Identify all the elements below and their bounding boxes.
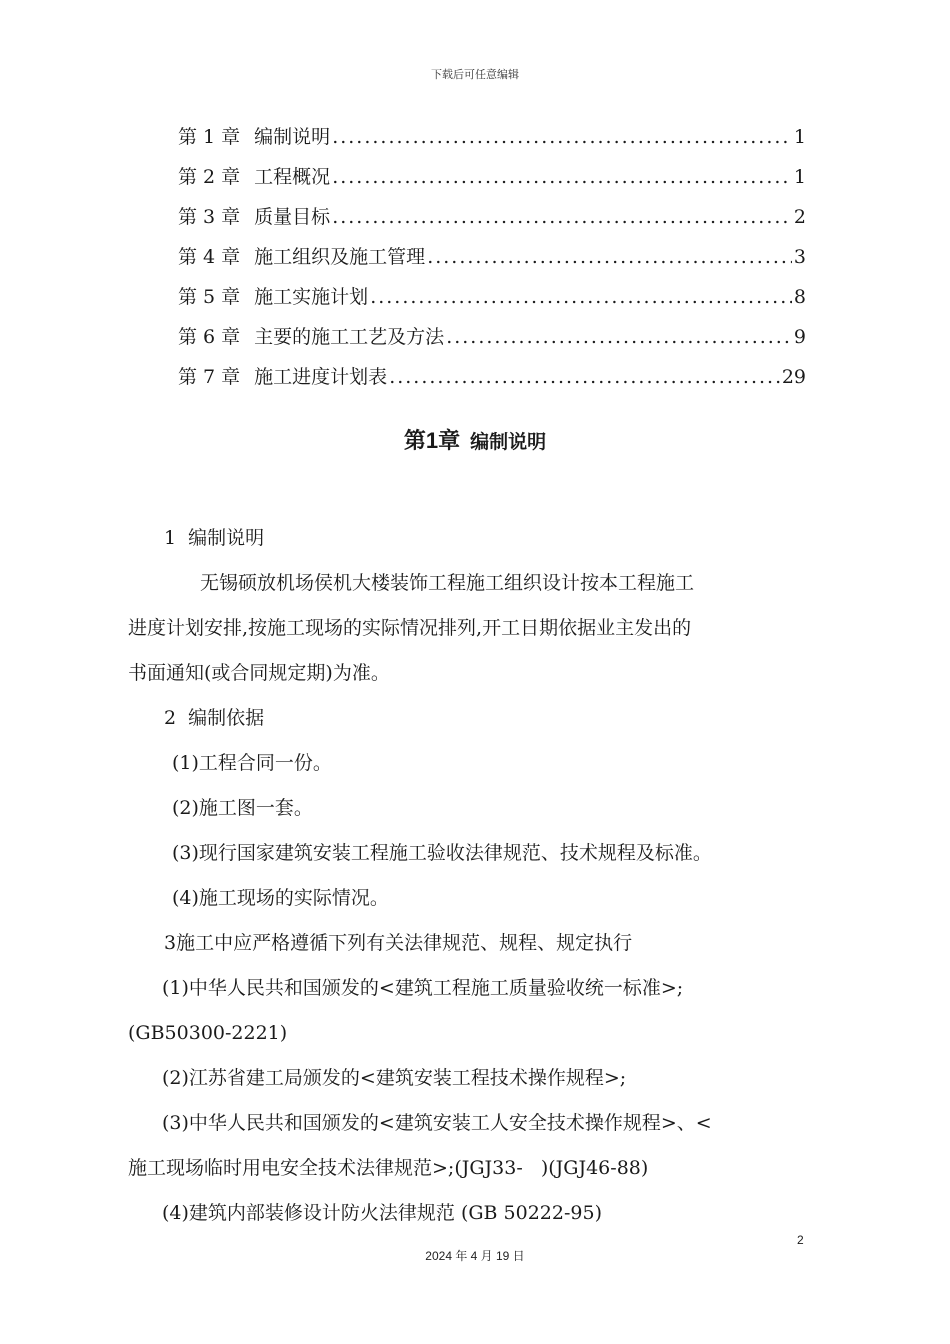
toc-chapter-number: 第 1 章 (178, 126, 241, 148)
toc-chapter-number: 第 7 章 (178, 366, 241, 388)
toc-chapter-title: 施工组织及施工管理 (254, 246, 426, 268)
section-heading: 1 编制说明 (164, 527, 265, 549)
toc-leader (332, 166, 792, 188)
toc-chapter-number: 第 5 章 (178, 286, 241, 308)
toc-page-number: 3 (793, 246, 806, 268)
toc-entry[interactable] (178, 122, 806, 162)
list-item: (3)中华人民共和国颁发的<建筑安装工人安全技术操作规程>、< (162, 1112, 712, 1134)
page-number: 2 (797, 1233, 804, 1247)
toc-leader (446, 326, 792, 348)
list-item: (4)施工现场的实际情况。 (172, 887, 389, 909)
toc-page-number: 1 (793, 166, 806, 188)
list-item: (2)施工图一套。 (172, 797, 313, 819)
toc-page-number: 9 (793, 326, 806, 348)
list-item-continuation: 施工现场临时用电安全技术法律规范>;(JGJ33- )(JGJ46-88) (128, 1157, 649, 1179)
toc-entry[interactable] (178, 242, 806, 282)
list-item: (1)工程合同一份。 (172, 752, 332, 774)
document-body (128, 516, 828, 1236)
toc-page-number: 2 (793, 206, 806, 228)
toc-page-number: 1 (793, 126, 806, 148)
toc-page-number: 29 (781, 366, 806, 388)
toc-chapter-title: 质量目标 (254, 206, 331, 228)
paragraph-line: 进度计划安排,按施工现场的实际情况排列,开工日期依据业主发出的 (128, 617, 692, 639)
list-item: (3)现行国家建筑安装工程施工验收法律规范、技术规程及标准。 (172, 842, 712, 864)
toc-chapter-number: 第 2 章 (178, 166, 241, 188)
list-item: (1)中华人民共和国颁发的<建筑工程施工质量验收统一标准>; (162, 977, 684, 999)
toc-leader (389, 366, 780, 388)
toc-chapter-title: 主要的施工工艺及方法 (254, 326, 445, 348)
chapter-heading (0, 424, 950, 455)
toc-chapter-title: 工程概况 (254, 166, 331, 188)
toc-chapter-title: 施工进度计划表 (254, 366, 388, 388)
list-item-continuation: (GB50300-2221) (128, 1022, 288, 1044)
toc-entry[interactable] (178, 162, 806, 202)
toc-chapter-number: 第 3 章 (178, 206, 241, 228)
toc-leader (370, 286, 792, 308)
toc-leader (332, 206, 792, 228)
paragraph-line: 无锡硕放机场侯机大楼装饰工程施工组织设计按本工程施工 (200, 572, 695, 594)
toc-leader (332, 126, 792, 148)
toc-entry[interactable] (178, 282, 806, 322)
toc-chapter-number: 第 4 章 (178, 246, 241, 268)
list-item: (4)建筑内部装修设计防火法律规范 (GB 50222-95) (162, 1202, 602, 1224)
page-header: 下载后可任意编辑 (431, 69, 519, 81)
toc-entry[interactable] (178, 202, 806, 242)
toc-chapter-number: 第 6 章 (178, 326, 241, 348)
table-of-contents (178, 122, 806, 402)
toc-chapter-title: 编制说明 (254, 126, 331, 148)
toc-entry[interactable] (178, 362, 806, 402)
toc-page-number: 8 (793, 286, 806, 308)
list-item: (2)江苏省建工局颁发的<建筑安装工程技术操作规程>; (162, 1067, 627, 1089)
page-footer-date: 2024 年 4 月 19 日 (425, 1249, 525, 1263)
section-heading: 3施工中应严格遵循下列有关法律规范、规程、规定执行 (164, 932, 633, 954)
chapter-number: 第1章 (403, 428, 461, 453)
section-heading: 2 编制依据 (164, 707, 265, 729)
toc-entry[interactable] (178, 322, 806, 362)
toc-leader (427, 246, 792, 268)
paragraph-line: 书面通知(或合同规定期)为准。 (128, 662, 390, 684)
toc-chapter-title: 施工实施计划 (254, 286, 369, 308)
chapter-title: 编制说明 (470, 432, 547, 453)
